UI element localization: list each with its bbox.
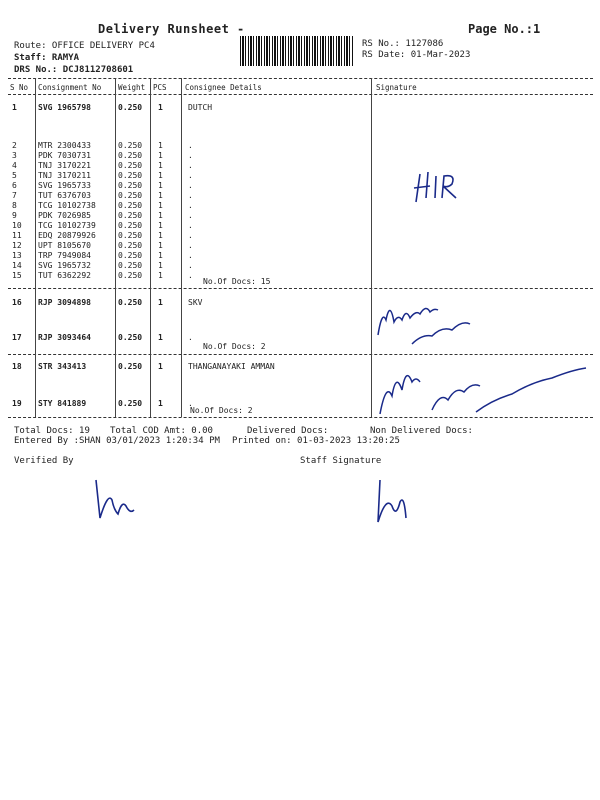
row-serial-number: 8 <box>12 201 17 210</box>
row-consignment-number: PDK 7026985 <box>38 211 91 220</box>
row-serial-number: 17 <box>12 333 22 342</box>
row-consignment-number: TUT 6376703 <box>38 191 91 200</box>
row-pieces: 1 <box>158 241 163 250</box>
row-weight: 0.250 <box>118 399 143 408</box>
row-weight: 0.250 <box>118 298 143 307</box>
total-docs: Total Docs: 19 <box>14 426 90 436</box>
row-weight: 0.250 <box>118 161 143 170</box>
row-consignment-number: MTR 2300433 <box>38 141 91 150</box>
column-rule <box>115 78 116 417</box>
row-consignment-number: SVG 1965798 <box>38 103 91 112</box>
row-serial-number: 3 <box>12 151 17 160</box>
handwritten-signature <box>372 290 482 350</box>
row-consignee-details: DUTCH <box>188 103 213 112</box>
column-rule <box>35 78 36 417</box>
row-consignment-number: EDQ 20879926 <box>38 231 96 240</box>
row-serial-number: 13 <box>12 251 22 260</box>
column-rule <box>150 78 151 417</box>
row-serial-number: 14 <box>12 261 22 270</box>
row-weight: 0.250 <box>118 333 143 342</box>
col-signature: Signature <box>376 83 417 92</box>
row-consignee-details: THANGANAYAKI AMMAN <box>188 362 275 371</box>
row-weight: 0.250 <box>118 271 143 280</box>
entered-by: Entered By :SHAN 03/01/2023 1:20:34 PM <box>14 436 220 446</box>
row-serial-number: 9 <box>12 211 17 220</box>
row-consignment-number: TNJ 3170221 <box>38 161 91 170</box>
handwritten-signature <box>372 352 594 422</box>
row-consignee-details: . <box>188 261 193 270</box>
row-pieces: 1 <box>158 211 163 220</box>
row-weight: 0.250 <box>118 251 143 260</box>
row-consignment-number: TRP 7949084 <box>38 251 91 260</box>
row-weight: 0.250 <box>118 362 143 371</box>
row-weight: 0.250 <box>118 201 143 210</box>
row-serial-number: 18 <box>12 362 22 371</box>
row-consignee-details: . <box>188 171 193 180</box>
row-weight: 0.250 <box>118 211 143 220</box>
row-consignment-number: TUT 6362292 <box>38 271 91 280</box>
row-weight: 0.250 <box>118 261 143 270</box>
row-consignee-details: . <box>188 151 193 160</box>
row-serial-number: 6 <box>12 181 17 190</box>
drs-number: DRS No.: DCJ8112708601 <box>14 65 134 75</box>
row-consignee-details: . <box>188 241 193 250</box>
handwritten-signature <box>410 168 470 208</box>
row-serial-number: 7 <box>12 191 17 200</box>
row-serial-number: 5 <box>12 171 17 180</box>
handwritten-signature <box>370 472 420 532</box>
column-header-divider <box>8 94 593 95</box>
row-serial-number: 16 <box>12 298 22 307</box>
row-consignee-details: . <box>188 161 193 170</box>
row-pieces: 1 <box>158 103 163 112</box>
row-weight: 0.250 <box>118 221 143 230</box>
row-consignee-details: . <box>188 191 193 200</box>
col-pcs: PCS <box>153 83 167 92</box>
row-weight: 0.250 <box>118 231 143 240</box>
row-pieces: 1 <box>158 271 163 280</box>
row-consignee-details: . <box>188 251 193 260</box>
row-consignment-number: TCG 10102739 <box>38 221 96 230</box>
group-doc-count: No.Of Docs: 2 <box>203 342 266 351</box>
row-consignment-number: UPT 8105670 <box>38 241 91 250</box>
col-consignment: Consignment No <box>38 83 102 92</box>
row-consignee-details: . <box>188 181 193 190</box>
row-pieces: 1 <box>158 333 163 342</box>
row-pieces: 1 <box>158 251 163 260</box>
printed-on: Printed on: 01-03-2023 13:20:25 <box>232 436 400 446</box>
row-pieces: 1 <box>158 221 163 230</box>
row-pieces: 1 <box>158 181 163 190</box>
row-consignee-details: . <box>188 231 193 240</box>
row-pieces: 1 <box>158 171 163 180</box>
row-weight: 0.250 <box>118 171 143 180</box>
rs-number: RS No.: 1127086 <box>362 39 444 49</box>
row-weight: 0.250 <box>118 191 143 200</box>
verified-by-label: Verified By <box>14 456 74 466</box>
row-serial-number: 4 <box>12 161 17 170</box>
row-consignee-details: . <box>188 333 193 342</box>
non-delivered-docs: Non Delivered Docs: <box>370 426 473 436</box>
col-sno: S No <box>10 83 29 92</box>
page-number: Page No.:1 <box>468 22 541 36</box>
row-serial-number: 1 <box>12 103 17 112</box>
row-consignment-number: STY 841889 <box>38 399 87 408</box>
row-consignment-number: SVG 1965732 <box>38 261 91 270</box>
row-consignment-number: STR 343413 <box>38 362 87 371</box>
runsheet-title: Delivery Runsheet - <box>98 22 245 36</box>
row-weight: 0.250 <box>118 241 143 250</box>
row-pieces: 1 <box>158 191 163 200</box>
row-weight: 0.250 <box>118 141 143 150</box>
delivered-docs: Delivered Docs: <box>247 426 329 436</box>
total-cod: Total COD Amt: 0.00 <box>110 426 213 436</box>
row-consignee-details: SKV <box>188 298 203 307</box>
row-consignment-number: TCG 10102738 <box>38 201 96 210</box>
row-consignee-details: . <box>188 211 193 220</box>
handwritten-signature <box>88 470 138 530</box>
col-consignee: Consignee Details <box>185 83 262 92</box>
row-serial-number: 2 <box>12 141 17 150</box>
row-serial-number: 12 <box>12 241 22 250</box>
row-consignment-number: RJP 3093464 <box>38 333 91 342</box>
rs-date: RS Date: 01-Mar-2023 <box>362 50 471 60</box>
row-pieces: 1 <box>158 261 163 270</box>
row-serial-number: 15 <box>12 271 22 280</box>
header-divider <box>8 78 593 79</box>
row-weight: 0.250 <box>118 181 143 190</box>
route-label: Route: OFFICE DELIVERY PC4 <box>14 41 155 51</box>
row-pieces: 1 <box>158 141 163 150</box>
barcode-image <box>240 36 353 66</box>
row-consignment-number: PDK 7030731 <box>38 151 91 160</box>
group-divider <box>8 288 593 289</box>
row-consignee-details: . <box>188 201 193 210</box>
col-weight: Weight <box>118 83 146 92</box>
row-serial-number: 10 <box>12 221 22 230</box>
staff-signature-label: Staff Signature <box>300 456 382 466</box>
row-pieces: 1 <box>158 201 163 210</box>
row-pieces: 1 <box>158 399 163 408</box>
row-consignee-details: . <box>188 221 193 230</box>
row-serial-number: 11 <box>12 231 22 240</box>
row-consignee-details: . <box>188 271 193 280</box>
row-weight: 0.250 <box>118 103 143 112</box>
group-doc-count: No.Of Docs: 2 <box>190 406 253 415</box>
column-rule <box>181 78 182 417</box>
group-doc-count: No.Of Docs: 15 <box>203 277 271 286</box>
row-pieces: 1 <box>158 298 163 307</box>
row-consignee-details: . <box>188 399 193 408</box>
row-consignment-number: RJP 3094898 <box>38 298 91 307</box>
row-consignee-details: . <box>188 141 193 150</box>
row-serial-number: 19 <box>12 399 22 408</box>
row-pieces: 1 <box>158 151 163 160</box>
row-consignment-number: TNJ 3170211 <box>38 171 91 180</box>
staff-label: Staff: RAMYA <box>14 53 80 63</box>
row-pieces: 1 <box>158 161 163 170</box>
row-weight: 0.250 <box>118 151 143 160</box>
row-pieces: 1 <box>158 362 163 371</box>
row-pieces: 1 <box>158 231 163 240</box>
row-consignment-number: SVG 1965733 <box>38 181 91 190</box>
